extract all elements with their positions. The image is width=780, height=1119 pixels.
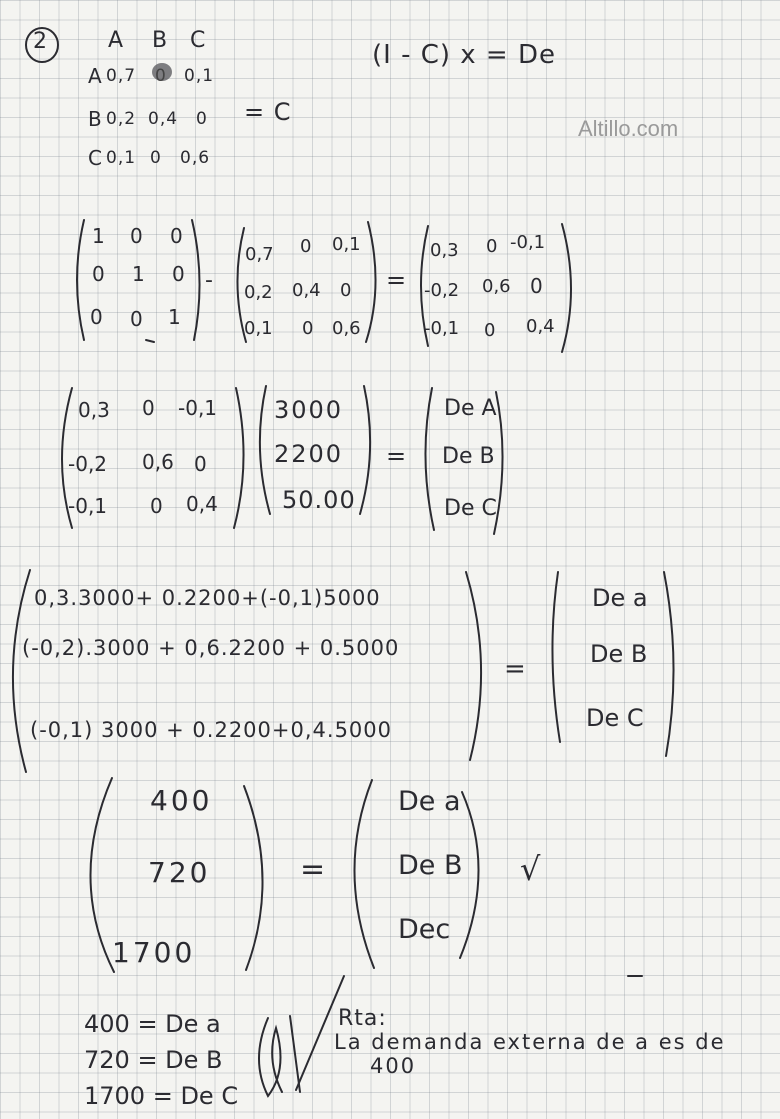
vector-cell: 3000 <box>274 396 344 424</box>
matrix-cell: 1 <box>132 262 145 286</box>
equals-sign: = <box>386 442 408 470</box>
matrix-cell: 0,6 <box>482 276 511 297</box>
bracket <box>354 780 374 968</box>
matrix-cell: 0 <box>484 320 496 341</box>
row-a-val-3: 0,1 <box>184 66 215 86</box>
matrix-cell: 0,2 <box>244 282 273 303</box>
rta-label: Rta: <box>338 1006 387 1031</box>
matrix-cell: 0 <box>530 274 543 298</box>
equals-sign: = <box>386 266 408 294</box>
col-header-b: B <box>152 28 169 53</box>
bracket <box>244 786 263 970</box>
bracket <box>552 572 560 742</box>
expansion-line: 0,3.3000+ 0.2200+(-0,1)5000 <box>34 586 381 610</box>
matrix-cell: -0,1 <box>424 318 460 339</box>
bracket <box>237 228 246 342</box>
matrix-cell: 0,3 <box>78 398 110 422</box>
bracket <box>562 224 571 352</box>
matrix-cell: 0,1 <box>332 234 361 255</box>
matrix-cell: 0 <box>130 224 143 248</box>
bracket <box>425 388 434 530</box>
row-a-val-2: 0 <box>155 66 167 86</box>
matrix-cell: 0 <box>340 280 352 301</box>
answer-line: 400 = De a <box>84 1010 221 1038</box>
matrix-cell: 0 <box>170 224 183 248</box>
matrix-cell: 1 <box>92 224 105 248</box>
bracket <box>234 388 244 528</box>
matrix-cell: -0,2 <box>68 452 108 476</box>
matrix-cell: 0 <box>90 305 103 329</box>
row-b-val-2: 0,4 <box>148 109 179 129</box>
scribble-mark <box>259 1016 300 1096</box>
bracket <box>664 572 674 756</box>
matrix-cell: -0,1 <box>178 396 218 420</box>
matrix-cell: -0,2 <box>424 280 460 301</box>
row-label-c: C <box>88 146 103 170</box>
col-header-c: C <box>190 28 207 53</box>
matrix-cell: 0 <box>92 262 105 286</box>
watermark: Altillo.com <box>578 116 679 141</box>
row-b-val-1: 0,2 <box>106 109 137 129</box>
answer-line: 720 = De B <box>84 1046 223 1074</box>
matrix-cell: 0,4 <box>526 316 555 337</box>
matrix-cell: 0 <box>142 396 155 420</box>
equals-c: = C <box>244 98 292 126</box>
bracket <box>90 778 114 972</box>
de-cell: De B <box>398 850 463 881</box>
matrix-cell: 0,1 <box>244 318 273 339</box>
equals-sign: = <box>504 654 527 684</box>
check-mark: √ <box>520 850 542 888</box>
de-cell: De B <box>442 444 495 469</box>
de-cell: De A <box>444 396 497 421</box>
bracket <box>62 388 72 528</box>
bracket <box>146 340 154 342</box>
bracket <box>13 570 30 772</box>
answer-line: 1700 = De C <box>84 1082 239 1110</box>
vector-cell: 2200 <box>274 440 344 468</box>
matrix-cell: 0,3 <box>430 240 459 261</box>
matrix-cell: 0 <box>486 236 498 257</box>
expansion-line: (-0,1) 3000 + 0.2200+0,4.5000 <box>30 718 393 742</box>
matrix-cell: 0,4 <box>186 492 218 516</box>
answer-text-line1: La demanda externa de a es de <box>334 1030 726 1054</box>
de-cell: De C <box>444 496 497 521</box>
matrix-cell: 0,6 <box>332 318 361 339</box>
row-c-val-2: 0 <box>150 148 162 168</box>
bracket <box>260 386 270 514</box>
col-header-a: A <box>108 28 125 53</box>
matrix-cell: 0,7 <box>245 244 274 265</box>
matrix-cell: -0,1 <box>68 494 108 518</box>
de-cell: De B <box>590 640 648 668</box>
matrix-cell: 0,6 <box>142 450 174 474</box>
bracket <box>466 572 481 760</box>
row-a-val-1: 0,7 <box>106 66 137 86</box>
de-cell: Dec <box>398 914 451 945</box>
equals-sign: = <box>300 852 327 887</box>
problem-number: 2 <box>33 29 48 54</box>
de-cell: De C <box>586 704 644 732</box>
vector-cell: 50.00 <box>282 486 356 514</box>
value-cell: 720 <box>148 856 211 889</box>
row-b-val-3: 0 <box>196 109 208 129</box>
minus-sign: - <box>205 268 214 293</box>
matrix-cell: 0,4 <box>292 280 321 301</box>
matrix-cell: 0 <box>150 494 163 518</box>
bracket <box>366 222 376 342</box>
matrix-cell: 0 <box>300 236 312 257</box>
matrix-cell: 0 <box>194 452 207 476</box>
de-cell: De a <box>592 584 648 612</box>
bracket <box>460 792 479 958</box>
matrix-cell: 0 <box>302 318 314 339</box>
matrix-cell: 0 <box>172 262 185 286</box>
bracket <box>77 220 84 340</box>
bracket <box>192 220 200 340</box>
value-cell: 400 <box>150 784 213 817</box>
main-equation: (I - C) x = De <box>372 40 557 70</box>
answer-text-line2: 400 <box>370 1054 417 1078</box>
de-cell: De a <box>398 786 461 817</box>
slash-mark <box>296 976 344 1090</box>
bracket <box>494 392 503 534</box>
bracket <box>360 386 370 514</box>
value-cell: 1700 <box>112 936 196 969</box>
expansion-line: (-0,2).3000 + 0,6.2200 + 0.5000 <box>22 636 400 660</box>
row-c-val-1: 0,1 <box>106 148 137 168</box>
row-label-b: B <box>88 107 103 131</box>
row-label-a: A <box>88 64 103 88</box>
row-c-val-3: 0,6 <box>180 148 211 168</box>
matrix-cell: -0,1 <box>510 232 546 253</box>
matrix-cell: 0 <box>130 307 143 331</box>
bracket <box>421 226 428 346</box>
matrix-cell: 1 <box>168 305 181 329</box>
